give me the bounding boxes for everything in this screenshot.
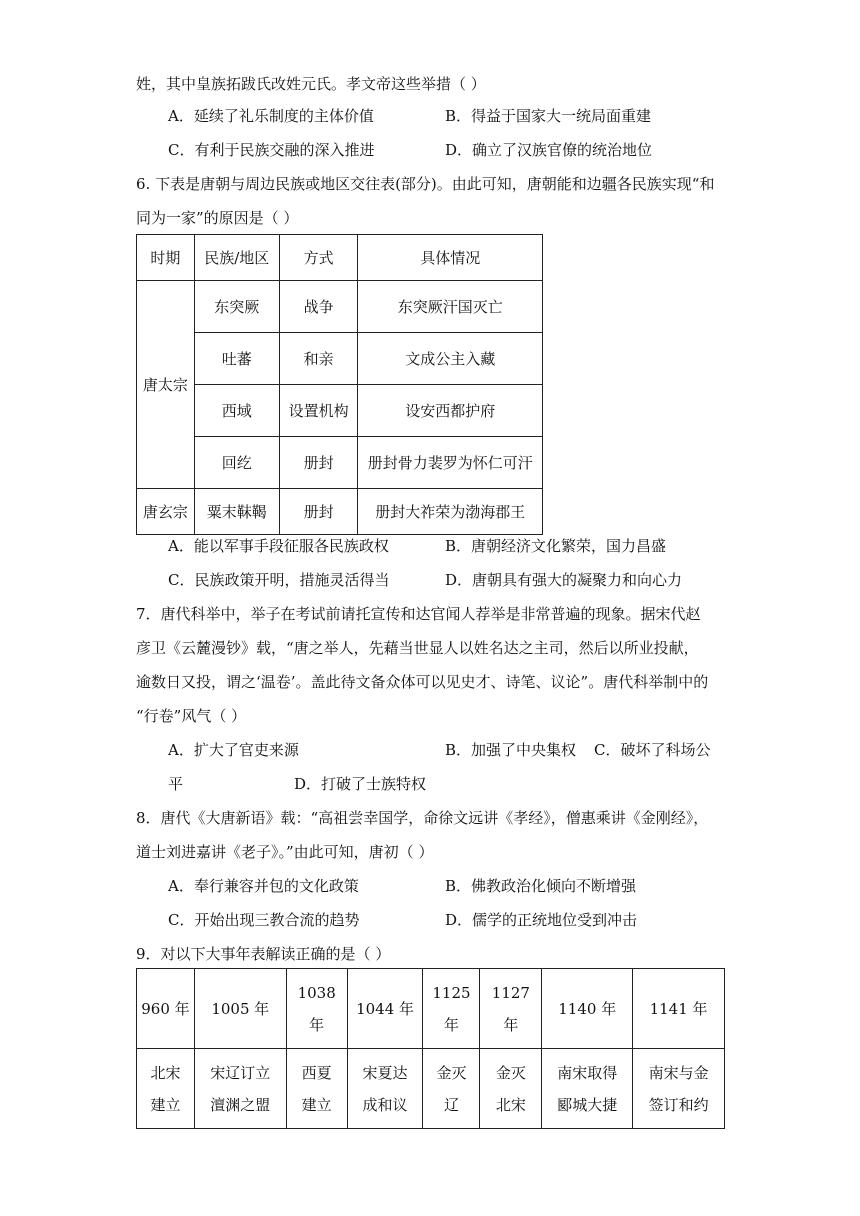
q9-year: 1038: [297, 983, 336, 1002]
q9-year: 1044 年: [356, 999, 415, 1018]
q6-period-xuanzong: 唐玄宗: [137, 489, 195, 535]
q9-year-cell: [194, 969, 286, 1049]
q9-year-unit: 年: [443, 1015, 459, 1034]
q9-year-cell: [542, 969, 633, 1049]
q9-event: 郾城大捷: [557, 1095, 618, 1114]
q5-stem: 姓，其中皇族拓跋氏改姓元氏。孝文帝这些举措（ ）: [136, 75, 486, 93]
table-cell: 和亲: [279, 333, 358, 385]
table-cell: 文成公主入藏: [358, 333, 543, 385]
q9-event-cell: [423, 1049, 480, 1129]
q7-option-a[interactable]: A．扩大了官吏来源: [168, 741, 299, 759]
q6-stem-line2: 同为一家”的原因是（ ）: [136, 209, 299, 227]
q6-header-region: 民族/地区: [194, 235, 279, 281]
q9-year-unit: 年: [309, 1015, 325, 1034]
q9-event: 西夏: [301, 1063, 332, 1082]
q5-option-d[interactable]: D．确立了汉族官僚的统治地位: [445, 141, 653, 159]
table-cell: 册封: [279, 489, 358, 535]
q6-option-d[interactable]: D．唐朝具有强大的凝聚力和向心力: [445, 571, 683, 589]
q9-event: 签订和约: [648, 1095, 709, 1114]
q8-stem-line1: 8．唐代《大唐新语》载：“高祖尝幸国学，命徐文远讲《孝经》，僧惠乘讲《金刚经》，: [136, 809, 709, 827]
q9-year-unit: 年: [503, 1015, 519, 1034]
q9-stem: 9．对以下大事年表解读正确的是（ ）: [136, 945, 391, 963]
q6-stem-line1: 6. 下表是唐朝与周边民族或地区交往表(部分)。由此可知，唐朝能和边疆各民族实现“和: [136, 175, 715, 193]
q9-event-cell: [137, 1049, 195, 1129]
q9-event: 北宋: [150, 1063, 181, 1082]
q9-event: 金灭: [495, 1063, 526, 1082]
q6-header-detail: 具体情况: [358, 235, 543, 281]
q9-event-cell: [480, 1049, 542, 1129]
q9-event: 建立: [301, 1095, 332, 1114]
q9-event-cell: [286, 1049, 347, 1129]
q7-stem-line4: “行卷”风气（ ）: [136, 707, 247, 725]
q8-option-b[interactable]: B．佛教政治化倾向不断增强: [445, 877, 637, 895]
q9-year-cell: [480, 969, 542, 1049]
table-cell: 册封骨力裴罗为怀仁可汗: [358, 437, 543, 489]
q5-option-b[interactable]: B．得益于国家大一统局面重建: [445, 107, 652, 125]
q9-year: 1141 年: [649, 999, 708, 1018]
table-cell: 设安西都护府: [358, 385, 543, 437]
q9-event: 建立: [150, 1095, 181, 1114]
q9-event: 南宋取得: [557, 1063, 618, 1082]
q9-event: 北宋: [495, 1095, 526, 1114]
q6-table: [136, 234, 543, 535]
table-cell: 东突厥汗国灭亡: [358, 281, 543, 333]
q9-year: 1125: [432, 983, 471, 1002]
q6-header-period: 时期: [137, 235, 195, 281]
q9-event-cell: [542, 1049, 633, 1129]
q8-option-d[interactable]: D．儒学的正统地位受到冲击: [445, 911, 638, 929]
q6-period-taizong: 唐太宗: [137, 281, 195, 489]
q6-option-a[interactable]: A．能以军事手段征服各民族政权: [168, 537, 389, 555]
q8-option-c[interactable]: C．开始出现三教合流的趋势: [168, 911, 360, 929]
q9-event: 澶渊之盟: [210, 1095, 271, 1114]
q7-stem-line2: 彦卫《云麓漫钞》载，“唐之举人，先藉当世显人以姓名达之主司，然后以所业投献，: [136, 639, 699, 657]
q9-event: 金灭: [436, 1063, 467, 1082]
q6-option-b[interactable]: B．唐朝经济文化繁荣，国力昌盛: [445, 537, 667, 555]
q7-option-d[interactable]: D．打破了士族特权: [294, 775, 427, 793]
q9-year-cell: [286, 969, 347, 1049]
q5-option-a[interactable]: A．延续了礼乐制度的主体价值: [168, 107, 374, 125]
q8-option-a[interactable]: A．奉行兼容并包的文化政策: [168, 877, 359, 895]
q9-event-cell: [347, 1049, 423, 1129]
table-cell: 册封大祚荣为渤海郡王: [358, 489, 543, 535]
table-cell: 设置机构: [279, 385, 358, 437]
q9-year-cell: [347, 969, 423, 1049]
table-cell: 西域: [194, 385, 279, 437]
q7-option-c[interactable]: C．破坏了科场公: [594, 741, 711, 759]
q9-event: 辽: [443, 1095, 459, 1114]
q9-year: 1127: [491, 983, 530, 1002]
q9-event: 南宋与金: [648, 1063, 709, 1082]
q7-option-b[interactable]: B．加强了中央集权: [445, 741, 577, 759]
table-cell: 册封: [279, 437, 358, 489]
table-cell: 吐蕃: [194, 333, 279, 385]
q7-option-c-wrap: 平: [168, 775, 184, 793]
table-cell: 东突厥: [194, 281, 279, 333]
q9-year-cell: [633, 969, 725, 1049]
q6-header-method: 方式: [279, 235, 358, 281]
q7-stem-line3: 逾数日又投，谓之‘温卷’。盖此待文备众体可以见史才、诗笔、议论”。唐代科举制中的: [136, 673, 709, 691]
table-cell: 战争: [279, 281, 358, 333]
q9-event: 宋夏达: [362, 1063, 408, 1082]
q9-event: 宋辽订立: [210, 1063, 271, 1082]
q9-event-cell: [633, 1049, 725, 1129]
table-cell: 粟末靺鞨: [194, 489, 279, 535]
q9-event: 成和议: [362, 1095, 408, 1114]
q9-year: 1140 年: [558, 999, 617, 1018]
q7-stem-line1: 7．唐代科举中，举子在考试前请托宣传和达官闻人荐举是非常普遍的现象。据宋代赵: [136, 605, 701, 623]
q5-option-c[interactable]: C．有利于民族交融的深入推进: [168, 141, 375, 159]
table-cell: 回纥: [194, 437, 279, 489]
q9-year: 960 年: [141, 999, 190, 1018]
q9-event-cell: [194, 1049, 286, 1129]
q6-option-c[interactable]: C．民族政策开明，措施灵活得当: [168, 571, 390, 589]
q9-year-cell: [423, 969, 480, 1049]
q9-timeline-table: [136, 968, 725, 1129]
q9-year: 1005 年: [211, 999, 270, 1018]
q9-year-cell: [137, 969, 195, 1049]
q8-stem-line2: 道士刘进嘉讲《老子》。”由此可知，唐初（ ）: [136, 843, 434, 861]
